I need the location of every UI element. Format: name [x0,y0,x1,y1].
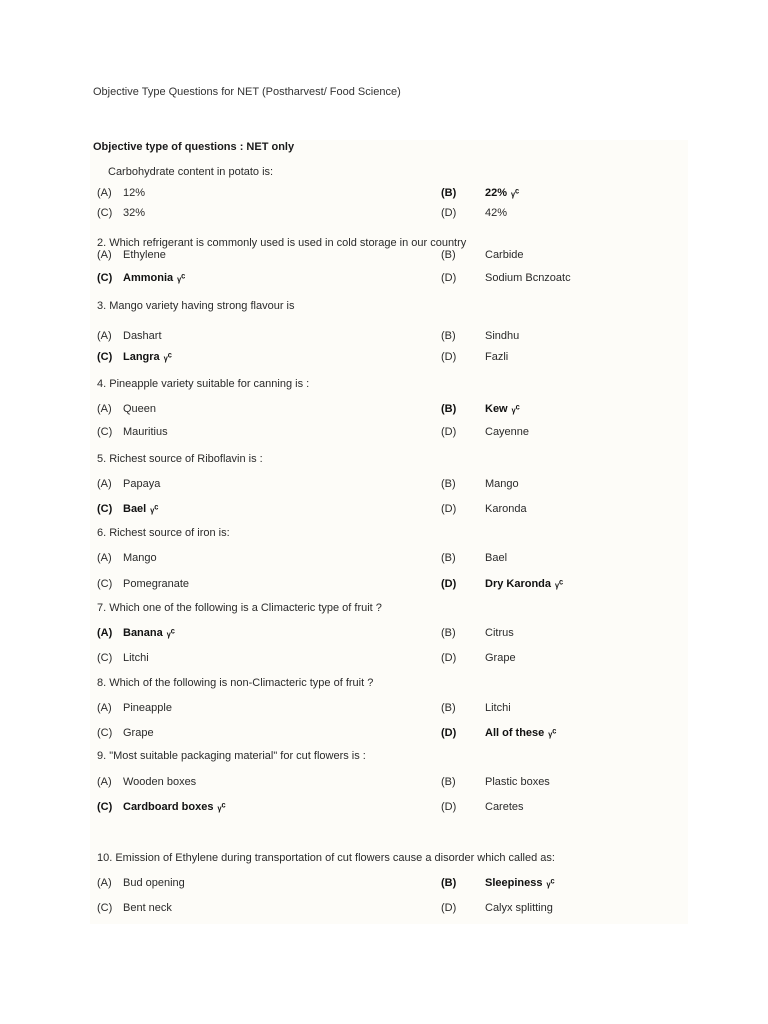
question-text: 10. Emission of Ethylene during transportation of cut flowers cause a disorder which called as: [97,852,555,864]
option-b [441,627,514,639]
option-text: Bent neck [123,902,172,914]
option-d [441,578,563,590]
option-c [97,801,226,813]
question-text: 9. "Most suitable packaging material" for cut flowers is : [97,750,366,762]
option-text: Kew [485,403,508,415]
option-text: Grape [485,652,516,664]
option-a [97,877,185,889]
option-label: (B) [441,330,456,342]
question-text: 8. Which of the following is non-Climacteric type of fruit ? [97,677,374,689]
option-text: Mauritius [123,426,168,438]
option-label: (A) [97,552,112,564]
option-a [97,552,157,564]
option-c [97,578,189,590]
option-b [441,330,519,342]
option-text: Calyx splitting [485,902,553,914]
option-text: 42% [485,207,508,219]
option-text: Sodium Bcnzoatc [485,272,571,284]
option-label: (B) [441,702,456,714]
option-text: Bael [485,552,508,564]
option-text: Dry Karonda [485,578,552,590]
option-b [441,249,524,261]
question-text: 4. Pineapple variety suitable for canning is : [97,378,310,390]
option-label: (B) [441,627,456,639]
option-b [441,702,511,714]
option-d [441,426,529,438]
section-heading: Objective type of questions : NET only [93,141,295,153]
correct-answer-mark-icon: ᵧᶜ [546,877,555,889]
correct-answer-mark-icon: ᵧᶜ [511,187,520,199]
option-label: (A) [97,627,113,639]
option-c [97,727,154,739]
option-label: (D) [441,578,457,590]
option-label: (C) [97,652,113,664]
option-label: (C) [97,503,113,515]
correct-answer-mark-icon: ᵧᶜ [177,272,186,284]
option-label: (A) [97,776,112,788]
question-text: 2. Which refrigerant is commonly used is used in cold storage in our country [97,237,467,249]
option-text: Sindhu [485,330,520,342]
option-a [97,249,166,261]
option-text: Litchi [485,702,511,714]
correct-answer-mark-icon: ᵧᶜ [163,351,172,363]
question-text: 3. Mango variety having strong flavour is [97,300,295,312]
correct-answer-mark-icon: ᵧᶜ [511,403,520,415]
option-label: (D) [441,801,457,813]
option-label: (B) [441,552,456,564]
option-b [441,877,555,889]
option-label: (D) [441,727,457,739]
option-a [97,403,156,415]
option-text: Pomegranate [123,578,190,590]
option-d [441,652,516,664]
option-a [97,627,175,639]
option-text: Queen [123,403,157,415]
option-a [97,478,160,490]
option-text: Caretes [485,801,524,813]
option-text: Citrus [485,627,514,639]
option-d [441,207,507,219]
option-a [97,330,162,342]
option-label: (D) [441,426,457,438]
option-label: (B) [441,249,456,261]
option-label: (D) [441,272,457,284]
option-label: (D) [441,503,457,515]
option-b [441,552,507,564]
option-text: Ammonia [123,272,174,284]
option-d [441,272,571,284]
correct-answer-mark-icon: ᵧᶜ [217,801,226,813]
option-c [97,426,168,438]
option-label: (C) [97,578,113,590]
option-b [441,187,519,199]
option-c [97,272,185,284]
question-text: 7. Which one of the following is a Climacteric type of fruit ? [97,602,382,614]
option-label: (D) [441,902,457,914]
option-label: (A) [97,330,112,342]
option-c [97,902,172,914]
option-text: Bud opening [123,877,185,889]
correct-answer-mark-icon: ᵧᶜ [555,578,564,590]
option-text: Papaya [123,478,161,490]
option-text: Mango [123,552,157,564]
option-text: 32% [123,207,146,219]
option-text: Fazli [485,351,509,363]
option-text: Karonda [485,503,527,515]
option-label: (A) [97,403,112,415]
option-label: (D) [441,207,457,219]
option-label: (A) [97,249,112,261]
option-text: Banana [123,627,163,639]
option-label: (A) [97,702,112,714]
question-text: Carbohydrate content in potato is: [108,166,274,178]
option-text: Pineapple [123,702,172,714]
option-text: Grape [123,727,154,739]
option-text: Carbide [485,249,524,261]
correct-answer-mark-icon: ᵧᶜ [548,727,557,739]
option-c [97,503,158,515]
option-a [97,187,145,199]
option-a [97,702,172,714]
option-text: Litchi [123,652,149,664]
option-d [441,727,556,739]
option-label: (A) [97,877,112,889]
option-text: Mango [485,478,519,490]
option-label: (C) [97,801,113,813]
option-text: 22% [485,187,508,199]
option-label: (B) [441,877,457,889]
option-label: (B) [441,776,456,788]
option-text: Wooden boxes [123,776,197,788]
correct-answer-mark-icon: ᵧᶜ [166,627,175,639]
option-label: (B) [441,403,457,415]
option-d [441,801,524,813]
option-text: Cayenne [485,426,530,438]
option-label: (C) [97,426,113,438]
option-label: (C) [97,272,113,284]
option-text: Plastic boxes [485,776,550,788]
option-text: Langra [123,351,160,363]
option-d [441,902,553,914]
option-b [441,776,550,788]
option-text: Bael [123,503,147,515]
page-title: Objective Type Questions for NET (Postharvest/ Food Science) [93,86,401,98]
option-label: (A) [97,478,112,490]
option-label: (B) [441,187,457,199]
option-c [97,207,145,219]
option-a [97,776,196,788]
option-text: Dashart [123,330,162,342]
option-text: Sleepiness [485,877,543,889]
option-d [441,503,527,515]
option-label: (C) [97,727,113,739]
option-text: 12% [123,187,146,199]
option-c [97,351,172,363]
option-b [441,403,520,415]
option-label: (C) [97,902,113,914]
option-text: Cardboard boxes [123,801,214,813]
option-c [97,652,149,664]
option-d [441,351,508,363]
option-label: (D) [441,652,457,664]
option-label: (D) [441,351,457,363]
option-label: (B) [441,478,456,490]
option-b [441,478,519,490]
question-text: 5. Richest source of Riboflavin is : [97,453,263,465]
option-text: All of these [485,727,545,739]
option-label: (C) [97,351,113,363]
option-label: (C) [97,207,113,219]
option-label: (A) [97,187,112,199]
option-text: Ethylene [123,249,166,261]
correct-answer-mark-icon: ᵧᶜ [150,503,159,515]
question-text: 6. Richest source of iron is: [97,527,230,539]
